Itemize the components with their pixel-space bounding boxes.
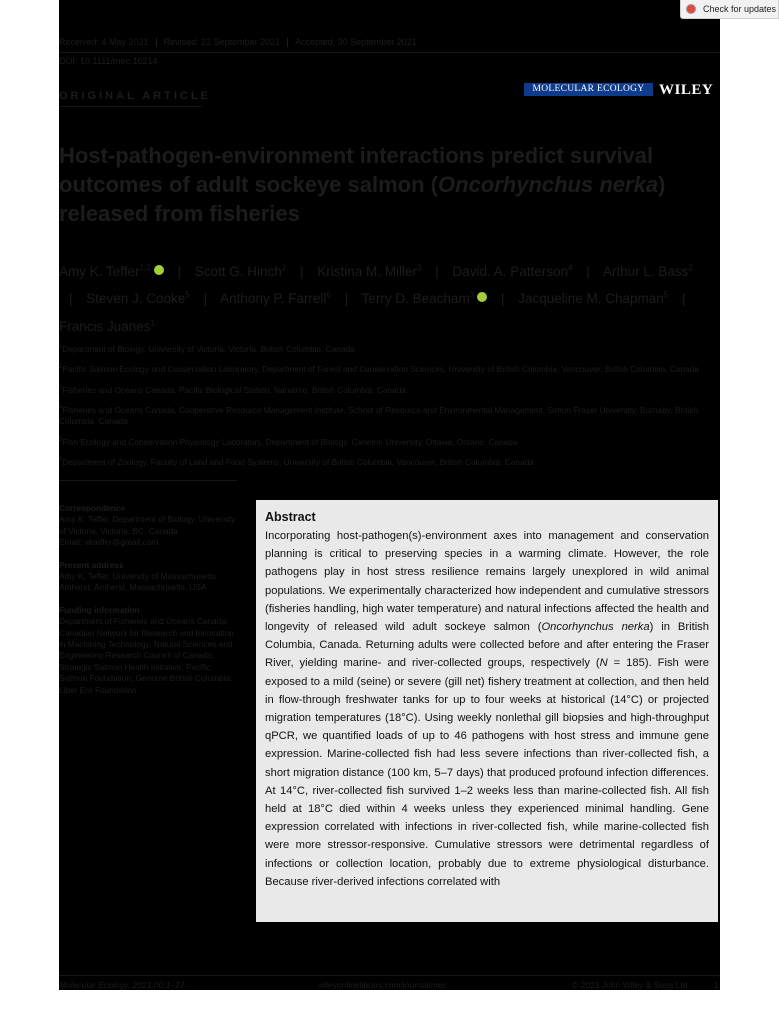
author-affiliation-mark: 5 (185, 290, 190, 300)
affiliation (59, 435, 709, 448)
author-separator: | (299, 263, 304, 279)
affiliation-text: Pacific Salmon Ecology and Conservation Laboratory, Department of Forest and Conservation Sciences, University of British Columbia, Vancouver, British Columbia, Canada (62, 364, 699, 375)
sidebar-notes (59, 503, 237, 707)
article-title (59, 141, 699, 228)
author-affiliation-mark: 5 (663, 290, 669, 300)
sidebar-rule (59, 480, 237, 481)
author[interactable] (220, 291, 331, 306)
affiliation-number: 3 (59, 384, 63, 391)
affiliation-text: Fisheries and Oceans Canada, Cooperative Resource Management Institute, School of Resource and Environmental Management, Simon Fraser University, Burnaby, British Columbia, Canada (59, 404, 698, 427)
abstract-text: Incorporating host-pathogen(s)-environment axes into management and conservation planning is critical to preserving species in a warming climate. However, the role pathogens play in host stress resilience remains largely unexplored in wild animal populations. We experimentally characterized how independent and cumulative stressors (fisheries handling, high water temperature) and natural infections affected the health and longevity of released wild adult sockeye salmon (Oncorhynchus nerka) in British Columbia, Canada. Returning adults were collected before and after entering the Fraser River, yielding marine- and river-collected groups, respectively (N = 185). Fish were exposed to a mild (seine) or severe (gill net) fishery treatment at collection, and then held in flow-through freshwater tanks for up to four weeks at historical (14°C) or projected migration temperatures (18°C). Using weekly nonlethal gill biopsies and high-throughput qPCR, we quantified loads of up to 46 pathogens with host stress and immune gene expression. Marine-collected fish had less severe infections than river-collected fish, a short migration distance (100 km, 5–7 days) that produced profound infection differences. At 14°C, river-collected fish survived 1–2 weeks less than marine-collected fish. All fish held at 18°C died within 4 weeks unless they experienced minimal handling. Gene expression correlated with infections in river-collected fish, while marine-collected fish were more stressor-responsive. Cumulative stressors were detrimental regardless of infections or collection location, probably due to extreme physiological disturbance. Because river-derived infections correlated with (265, 530, 709, 888)
received-date: Received: 4 May 2021 (59, 37, 149, 47)
author-name: Kristina M. Miller (317, 263, 418, 279)
orcid-icon[interactable] (477, 292, 487, 302)
publication-dates (59, 37, 720, 47)
correspondence-text: Amy K. Teffer, Department of Biology, University of Victoria, Victoria, BC, Canada. (59, 514, 236, 536)
affiliation (59, 455, 709, 468)
author-name: Francis Juanes (59, 318, 151, 334)
affiliation-text: Fish Ecology and Conservation Physiology Laboratory, Department of Biology, Carleton University, Ottawa, Ontario, Canada (62, 436, 518, 447)
author-affiliation-mark: 3 (469, 290, 475, 300)
author[interactable] (317, 264, 421, 279)
correspondence-heading: Correspondence (59, 503, 125, 513)
article-type: ORIGINAL ARTICLE (59, 90, 211, 102)
footer-rule (59, 975, 720, 976)
revised-date: Revised: 22 September 2021 (163, 37, 281, 47)
author-separator: | (586, 263, 590, 279)
affiliation-number: 2 (59, 364, 63, 371)
author-name: Terry D. Beacham (361, 291, 470, 306)
title-text: Host-pathogen-environment interactions predict survival outcomes of adult sockeye salmon ( (59, 143, 654, 197)
affiliation-number: 4 (59, 404, 63, 411)
publisher-logo: WILEY (659, 82, 714, 98)
title-species: Oncorhynchus nerka (437, 172, 659, 197)
author-name: Arthur L. Bass (602, 263, 689, 279)
author-separator: | (203, 291, 208, 306)
header-rule (59, 52, 720, 53)
author-name: Steven J. Cooke (86, 291, 186, 306)
abstract-box (256, 500, 718, 922)
author-separator: | (344, 291, 349, 306)
correspondence-block (59, 503, 237, 549)
author-affiliation-mark: 4 (568, 263, 573, 272)
check-updates-icon (686, 4, 696, 14)
funding-text: Department of Fisheries and Oceans Canada; Canadian Network for Research and Innovation in Machining Technology, Natural Sciences and Engineering Research Council of Canada; Strategic Salmon Health Initiative; Pacific Salmon Foundation; Genome British Columbia; Liber Ero Foundation (59, 616, 234, 695)
orcid-icon[interactable] (154, 265, 164, 275)
author[interactable] (59, 319, 155, 334)
accepted-date: Accepted: 30 September 2021 (295, 37, 417, 47)
author-name: Jacqueline M. Chapman (518, 291, 664, 306)
affiliation (59, 342, 709, 355)
present-address-heading: Present address (59, 559, 124, 570)
author-affiliation-mark: 2 (688, 263, 693, 272)
abstract-heading: Abstract (265, 510, 316, 524)
footer-copyright: © 2021 John Wiley & Sons Ltd (572, 980, 688, 990)
affiliation-text: Fisheries and Oceans Canada, Pacific Biological Station, Nanaimo, British Columbia, Canada (62, 384, 406, 395)
author[interactable] (453, 264, 573, 279)
funding-block (59, 605, 237, 696)
page-number: 1 (714, 980, 719, 990)
author-affiliation-mark: 1,2 (139, 263, 151, 272)
article-type-rule (59, 106, 202, 107)
author-name: Amy K. Teffer (59, 263, 140, 279)
footer-citation: Molecular Ecology. 2021;00:1–27. (59, 980, 187, 990)
check-updates-label: Check for updates (703, 4, 777, 14)
affiliation-number: 6 (59, 456, 63, 463)
footer-url[interactable]: wileyonlinelibrary.com/journal/mec (318, 980, 447, 990)
correspondence-email[interactable]: Email: akteffer@gmail.com (59, 537, 159, 548)
affiliation-number: 1 (59, 344, 63, 350)
author[interactable] (195, 264, 287, 279)
author[interactable] (362, 291, 488, 306)
author-affiliation-mark: 2 (281, 263, 287, 272)
affiliation (59, 362, 709, 375)
author-affiliation-mark: 3 (417, 263, 422, 272)
paper-page (59, 0, 720, 990)
author[interactable] (518, 291, 668, 306)
present-address-block (59, 560, 237, 594)
author-affiliation-mark: 1 (150, 318, 155, 327)
doi[interactable]: DOI: 10.1111/mec.16214 (59, 56, 158, 66)
author-list (59, 256, 699, 339)
author-separator: | (682, 291, 686, 306)
present-address-text: Amy K. Teffer, University of Massachusetts Amherst, Amherst, Massachusetts, USA (59, 571, 216, 593)
author-name: Anthony P. Farrell (220, 291, 327, 306)
author-name: Scott G. Hinch (194, 263, 282, 279)
affiliation-text: Department of Zoology, Faculty of Land and Food Systems, University of British Columbia, Vancouver, British Columbia, Canada (62, 456, 534, 467)
author[interactable] (59, 264, 164, 279)
affiliation-text: Department of Biology, University of Victoria, Victoria, British Columbia, Canada (62, 343, 355, 354)
author-separator: | (500, 291, 505, 306)
author-name: David. A. Patterson (452, 263, 569, 279)
author-separator: | (69, 291, 73, 306)
author-affiliation-mark: 6 (326, 290, 331, 300)
affiliation (59, 383, 709, 396)
funding-heading: Funding information (59, 604, 140, 615)
author[interactable] (86, 291, 190, 306)
author[interactable] (603, 264, 693, 279)
author-separator: | (177, 263, 181, 279)
affiliation-number: 5 (59, 436, 63, 443)
journal-logo: MOLECULAR ECOLOGY (524, 83, 653, 96)
affiliation (59, 403, 709, 428)
affiliations (59, 342, 709, 475)
author-separator: | (435, 263, 439, 279)
check-for-updates-button[interactable] (680, 0, 779, 19)
title-text-end: ) released from fisheries (59, 172, 666, 226)
